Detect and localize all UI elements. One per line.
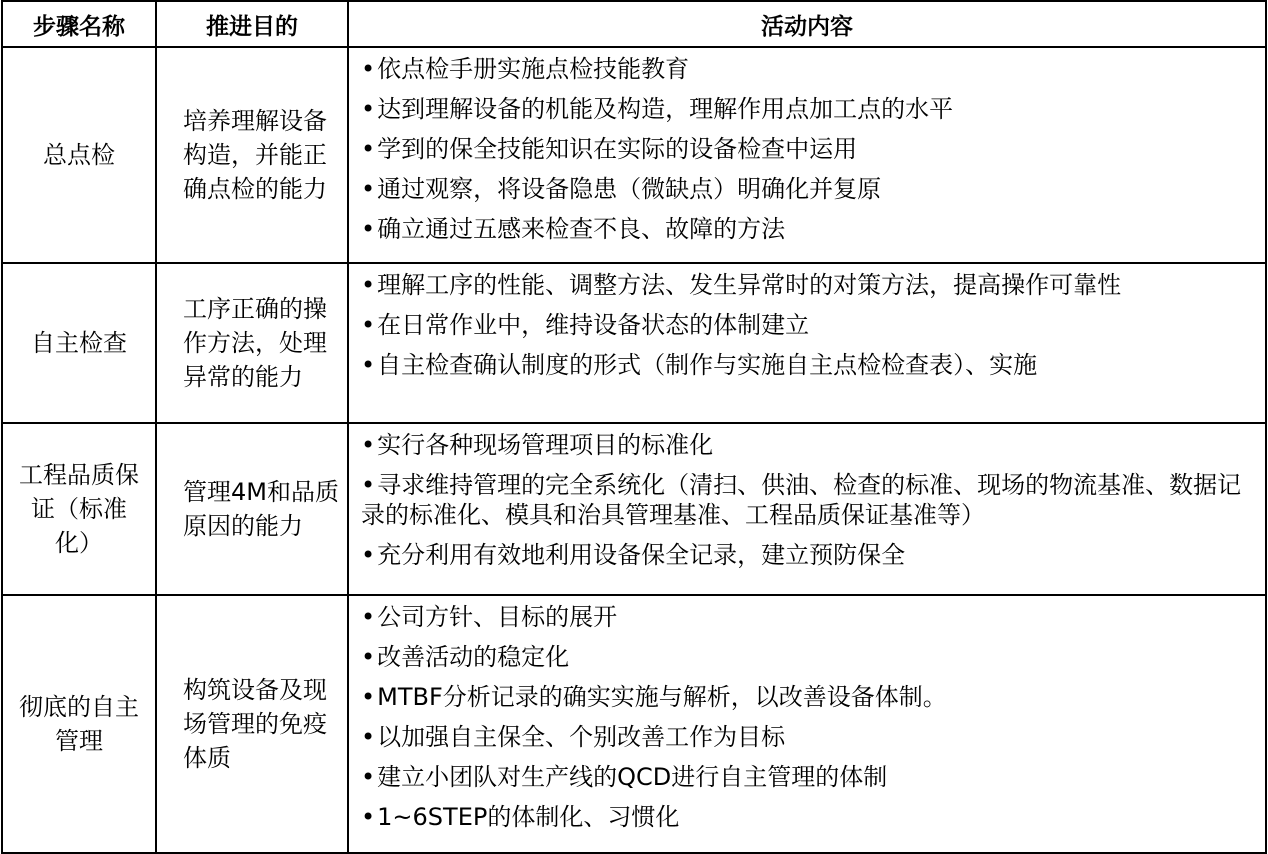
bullet-icon: • [361,271,376,299]
activity-item [361,602,1257,632]
activity-cell [348,263,1266,423]
activity-item [361,642,1257,672]
table-row [2,263,1266,423]
activity-text: 建立小团队对生产线的QCD进行自主管理的体制 [377,763,888,791]
activity-cell [348,423,1266,595]
activity-item [361,134,1257,164]
purpose-cell: 构筑设备及现场管理的免疫体质 [156,595,348,853]
activity-text: MTBF分析记录的确实实施与解析，以改善设备体制。 [377,683,947,711]
bullet-icon: • [361,723,376,751]
activity-item [361,762,1257,792]
bullet-icon: • [361,55,376,83]
activity-text: 1~6STEP的体制化、习惯化 [377,803,680,831]
header-purpose: 推进目的 [156,1,348,47]
activity-item [361,54,1257,84]
activity-text: 充分利用有效地利用设备保全记录，建立预防保全 [377,541,906,569]
bullet-icon: • [361,471,376,499]
table-row [2,595,1266,853]
purpose-cell: 工序正确的操作方法，处理异常的能力 [156,263,348,423]
bullet-icon: • [361,803,376,831]
activity-text: 改善活动的稳定化 [377,643,570,671]
bullet-icon: • [361,135,376,163]
activity-item [361,94,1257,124]
table-row [2,423,1266,595]
bullet-icon: • [361,311,376,339]
step-name-cell: 工程品质保证（标准化） [2,423,156,595]
activity-item [361,802,1257,832]
activity-text: 确立通过五感来检查不良、故障的方法 [377,215,786,243]
activity-text: 通过观察，将设备隐患（微缺点）明确化并复原 [377,175,882,203]
activity-item [361,722,1257,752]
activity-item [361,310,1257,340]
activity-text: 寻求维持管理的完全系统化（清扫、供油、检查的标准、现场的物流基准、数据记录的标准化、模具和治具管理基准、工程品质保证基准等） [361,471,1242,529]
activity-text: 学到的保全技能知识在实际的设备检查中运用 [377,135,858,163]
bullet-icon: • [361,683,376,711]
activity-text: 公司方针、目标的展开 [377,603,618,631]
activity-text: 以加强自主保全、个别改善工作为目标 [377,723,786,751]
activity-cell [348,47,1266,263]
activity-item [361,682,1257,712]
bullet-icon: • [361,351,376,379]
activity-text: 依点检手册实施点检技能教育 [377,55,690,83]
bullet-icon: • [361,541,376,569]
activity-item [361,430,1257,460]
bullet-icon: • [361,95,376,123]
bullet-icon: • [361,175,376,203]
bullet-icon: • [361,431,376,459]
purpose-cell: 管理4M和品质原因的能力 [156,423,348,595]
header-step-name: 步骤名称 [2,1,156,47]
purpose-cell: 培养理解设备构造，并能正确点检的能力 [156,47,348,263]
activity-item [361,470,1257,530]
activity-item [361,540,1257,570]
bullet-icon: • [361,603,376,631]
activity-text: 自主检查确认制度的形式（制作与实施自主点检检查表）、实施 [377,351,1038,379]
activity-item [361,174,1257,204]
activity-item [361,270,1257,300]
bullet-icon: • [361,763,376,791]
activity-text: 在日常作业中，维持设备状态的体制建立 [377,311,810,339]
step-name-cell: 总点检 [2,47,156,263]
activity-text: 达到理解设备的机能及构造，理解作用点加工点的水平 [377,95,954,123]
table-row [2,47,1266,263]
header-activity-content: 活动内容 [348,1,1266,47]
step-name-cell: 自主检查 [2,263,156,423]
activity-text: 理解工序的性能、调整方法、发生异常时的对策方法，提高操作可靠性 [377,271,1122,299]
bullet-icon: • [361,643,376,671]
activity-item [361,350,1257,380]
step-name-cell: 彻底的自主管理 [2,595,156,853]
autonomous-maintenance-table [1,0,1267,854]
activity-item [361,214,1257,244]
table-header-row [2,1,1266,47]
bullet-icon: • [361,215,376,243]
activity-cell [348,595,1266,853]
activity-text: 实行各种现场管理项目的标准化 [377,431,714,459]
